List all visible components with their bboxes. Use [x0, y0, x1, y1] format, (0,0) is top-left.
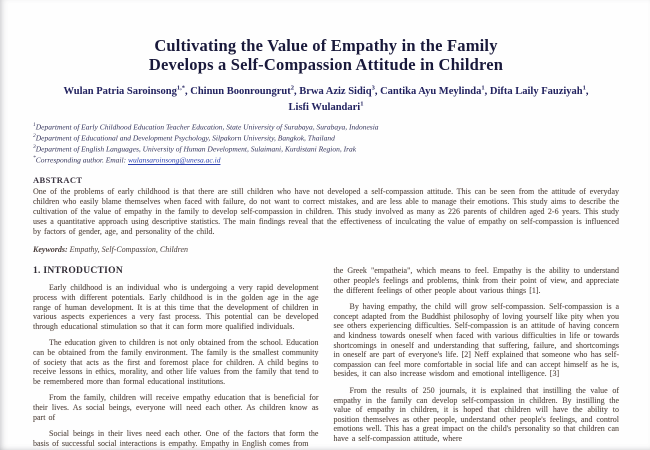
affiliation-list: [33, 121, 619, 165]
affiliation-3: [33, 143, 619, 154]
abstract-heading: ABSTRACT: [33, 175, 83, 186]
affiliation-3-text: Department of English Languages, University of Human Development, Sulaimani, Kurdistani Region, Irak: [35, 144, 357, 154]
author-list: [59, 81, 594, 114]
author-2-affil-marker: 2: [290, 84, 294, 91]
intro-paragraph-3: From the family, children will receive empathy education that is beneficial for their lives. As social beings, everyone will need each other. As children know as part of: [33, 393, 319, 422]
keywords-line: [33, 245, 619, 254]
intro-paragraph-1: Early childhood is an individual who is undergoing a very rapid development process with different potentials. Early childhood is in the golden age in the age range of human development. It is at this time that the development of children in various aspects experiences a very fast process. This potential can be developed through educational stimulation so that it can form more qualified individuals.: [33, 283, 319, 331]
corresponding-email-link[interactable]: wulansaroinsong@unesa.ac.id: [127, 155, 221, 165]
keywords-label: Keywords:: [33, 245, 68, 255]
author-1-name: Wulan Patria Saroinsong: [63, 85, 177, 97]
author-4-affil-marker: 1: [481, 84, 485, 91]
title-line-2: Develops a Self-Compassion Attitude in Children: [148, 55, 504, 74]
right-column: [334, 266, 620, 450]
author-3-affil-marker: 3: [371, 84, 375, 91]
intro-paragraph-6: By having empathy, the child will grow self-compassion. Self-compassion is a concept adapted from the Buddhist philosophy of loving yourself like pity when you see others experiencing difficulties. Self-compassion is an attitude of having concern and kindness towards oneself when faced with various difficulties in life or towards shortcomings in oneself and understanding that suffering, failure, and shortcomings in oneself are part of everyone's life. [2] Neff explained that someone who has self-compassion can feel more comfortable in social life and can accept himself as he is, besides, it can also increase wisdom and emotional intelligence. [3]: [333, 302, 619, 379]
author-2: [190, 86, 299, 97]
author-3: [299, 86, 380, 97]
author-1-affil-marker: 1,*: [176, 84, 185, 91]
author-separator: ,: [585, 85, 589, 97]
author-6: [289, 102, 364, 113]
paper-title: [33, 36, 619, 74]
intro-paragraph-4: Social beings in their lives need each other. One of the factors that form the basis of successful social interactions is empathy. Empathy in English comes from: [33, 429, 319, 448]
author-separator: ,: [184, 85, 191, 97]
affiliation-2: [33, 132, 619, 143]
author-6-affil-marker: 1: [360, 100, 364, 108]
keywords-text: Empathy, Self-Compassion, Children: [67, 245, 189, 255]
author-separator: ,: [484, 85, 490, 97]
affiliation-2-text: Department of Educational and Development Psychology, Silpakorn University, Bangkok, Thailand: [35, 133, 335, 143]
author-4-name: Cantika Ayu Meylinda: [380, 85, 482, 97]
author-separator: ,: [374, 85, 381, 97]
two-column-body: [33, 266, 619, 450]
intro-paragraph-7: From the results of 250 journals, it is explained that instilling the value of empathy in the family can develop self-compassion in children. By instilling the value of empathy in children, it is hoped that children will have the ability to position themselves as other people, understand other people's feelings, and control emotions well. This has a great impact on the child's personality so that children can have a self-compassion attitude, where: [333, 385, 619, 443]
author-5-affil-marker: 1: [582, 84, 586, 91]
affiliation-3-marker: 3: [33, 144, 36, 151]
introduction-heading: 1. INTRODUCTION: [33, 266, 124, 277]
author-1: [63, 86, 190, 97]
author-4: [380, 86, 490, 97]
intro-paragraph-5: the Greek "empatheia", which means to feel. Empathy is the ability to understand other people's feelings and problems, think from their point of view, and appreciate the different feelings of other people about various things [1].: [333, 266, 619, 295]
author-2-name: Chinun Boonroungrut: [190, 85, 291, 97]
title-line-1: Cultivating the Value of Empathy in the Family: [154, 36, 498, 55]
affiliation-1: [33, 121, 619, 132]
affiliation-2-marker: 2: [33, 133, 36, 140]
affiliation-1-marker: 1: [33, 122, 36, 128]
intro-paragraph-2: The education given to children is not only obtained from the school. Education can be obtained from the family environment. The family is the smallest community of society that acts as the first and foremost place for children. A child begins to receive lessons in ethics, morality, and other life values from the family that tend to be remembered more than formal educational institutions.: [33, 338, 319, 386]
left-column: [33, 266, 319, 450]
author-3-name: Brwa Aziz Sidiq: [299, 85, 372, 97]
affiliation-1-text: Department of Early Childhood Education Teacher Education, State University of Surabaya, Surabaya, Indonesia: [35, 122, 379, 132]
author-5-name: Difta Laily Fauziyah: [489, 85, 583, 97]
corresponding-author-line: [33, 154, 619, 165]
author-separator: ,: [293, 85, 300, 97]
corresponding-label: Corresponding author. Email:: [35, 155, 128, 165]
author-6-name: Lisfi Wulandari: [288, 102, 361, 113]
abstract-text: One of the problems of early childhood is that there are still children who have not developed a self-compassion attitude. This can be seen from the attitude of everyday children who easily blame themselves when faced with failure, do not want to correct mistakes, and are less able to manage their emotions. This study aims to describe the cultivation of the value of empathy in the family to develop self-compassion in children. This study involved as many as 226 parents of children aged 2-6 years. This study uses a quantitative approach using descriptive statistics. The main findings reveal that the effectiveness of inculcating the value of empathy on self-compassion is influenced by factors of gender, age, and personality of the child.: [33, 187, 619, 237]
corresponding-marker: *: [33, 155, 36, 162]
author-5: [490, 86, 589, 97]
